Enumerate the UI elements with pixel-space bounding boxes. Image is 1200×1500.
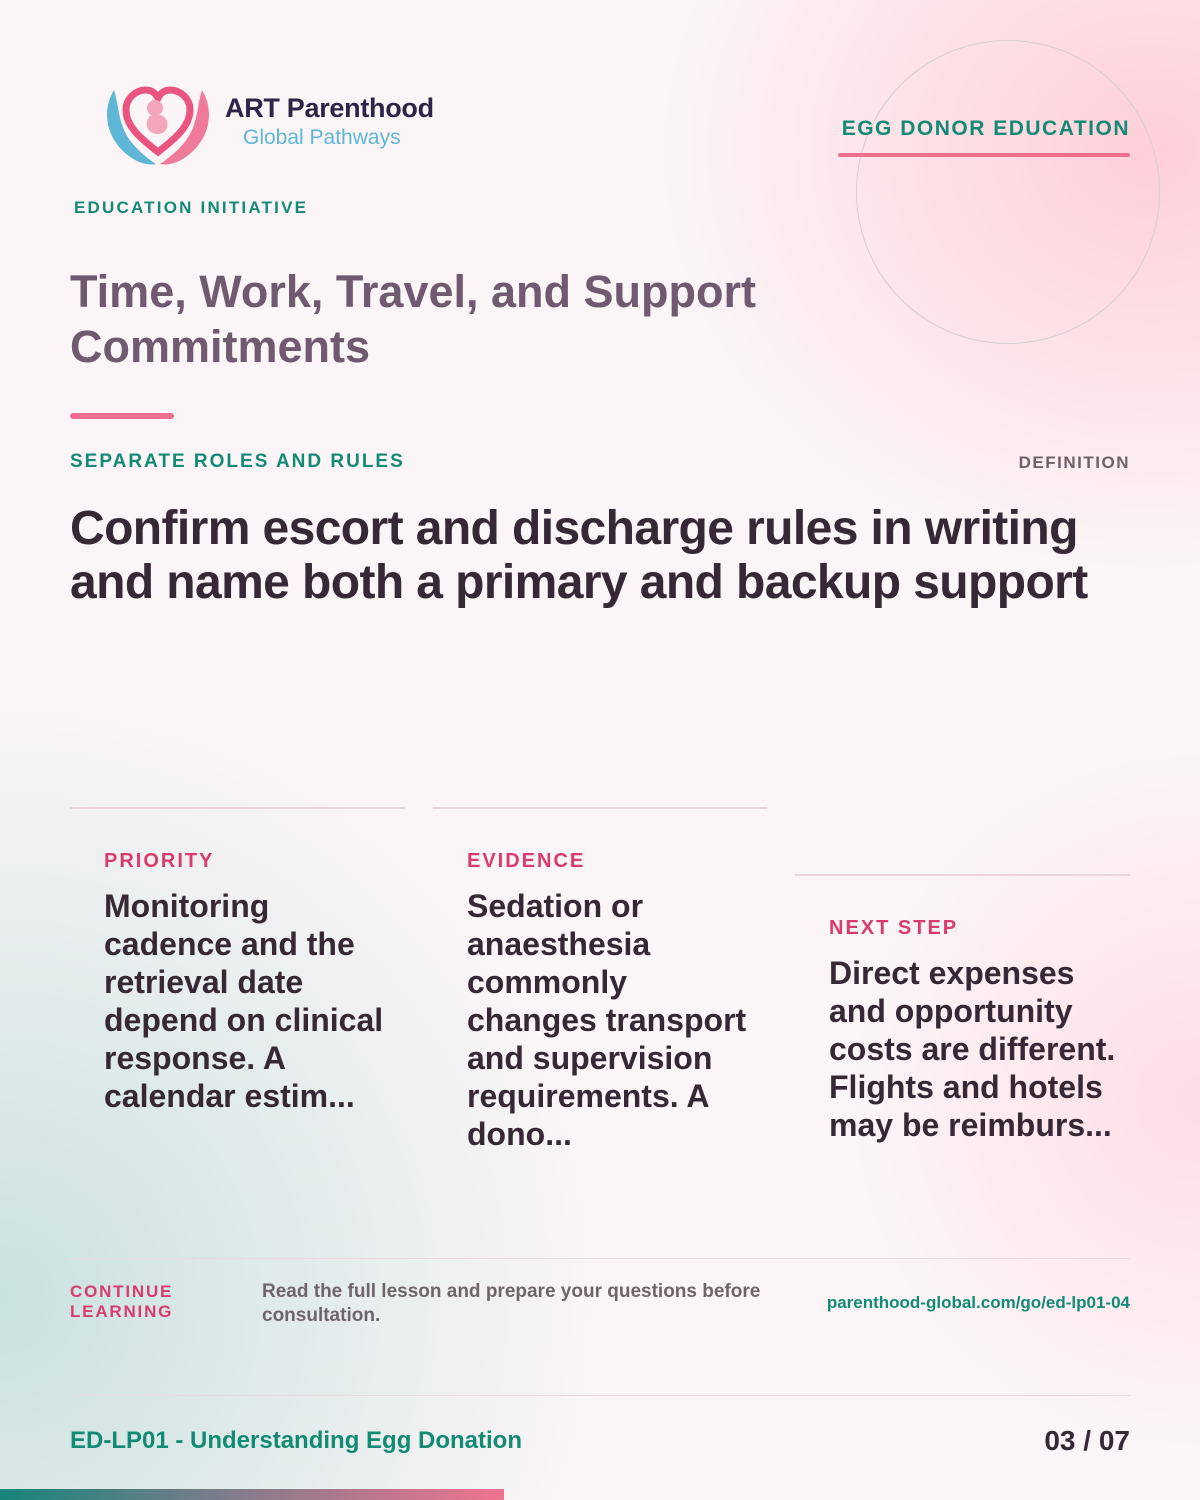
course-title: ED-LP01 - Understanding Egg Donation: [70, 1427, 523, 1454]
card-text-priority: Monitoring cadence and the retrieval date depend on clinical response. A calendar estim...: [104, 888, 384, 1114]
series-tag: EGG DONOR EDUCATION: [841, 117, 1130, 140]
page-title: Time, Work, Travel, and Support Commitments: [70, 266, 756, 372]
card-label-priority: PRIORITY: [104, 850, 215, 872]
brand-subtitle: Global Pathways: [243, 126, 401, 149]
hands-heart-icon: [100, 72, 216, 172]
series-tag-underline: [838, 153, 1130, 157]
kicker-label: EDUCATION INITIATIVE: [74, 198, 309, 217]
card-divider-next-step: [795, 874, 1130, 876]
continue-learning-text: Read the full lesson and prepare your questions before consultation.: [262, 1281, 761, 1326]
title-accent-bar: [70, 413, 174, 419]
headline: Confirm escort and discharge rules in writing and name both a primary and backup support: [70, 502, 1088, 609]
progress-accent-bar: [0, 1489, 504, 1500]
card-text-evidence: Sedation or anaesthesia commonly changes transport and supervision requirements. A dono...: [467, 888, 747, 1152]
decorative-circle: [856, 40, 1160, 344]
section-label: SEPARATE ROLES AND RULES: [70, 451, 405, 472]
lesson-link[interactable]: parenthood-global.com/go/ed-lp01-04: [826, 1293, 1130, 1312]
page-counter: 03 / 07: [1044, 1425, 1130, 1456]
card-text-next-step: Direct expenses and opportunity costs are different. Flights and hotels may be reimburs...: [829, 955, 1116, 1143]
card-label-next-step: NEXT STEP: [829, 917, 959, 939]
card-divider-priority: [70, 807, 405, 809]
card-label-evidence: EVIDENCE: [467, 850, 586, 872]
continue-divider: [70, 1258, 1130, 1259]
footer-divider: [70, 1395, 1130, 1396]
continue-learning-label: CONTINUE LEARNING: [70, 1282, 174, 1321]
definition-label: DEFINITION: [1018, 453, 1130, 472]
card-divider-evidence: [433, 807, 767, 809]
brand-logo: [100, 72, 216, 172]
brand-name: ART Parenthood: [225, 93, 434, 123]
